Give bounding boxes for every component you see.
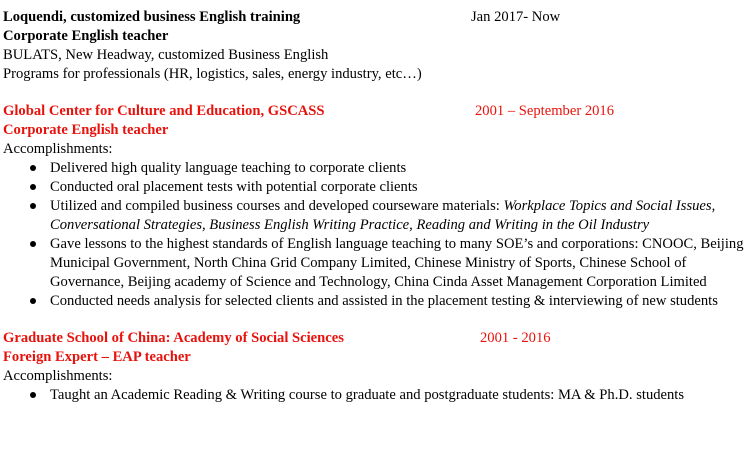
list-item: Conducted oral placement tests with potential corporate clients <box>3 178 750 197</box>
job-section-graduate-school <box>3 329 748 405</box>
job-section-gscass <box>3 102 748 311</box>
list-item: Utilized and compiled business courses and developed courseware materials: Workplace Topics and Social Issues, Conversational Strategies, Business English Writing Practice, Reading and Writing in the Oil Industry <box>3 197 750 235</box>
job-detail-line: Programs for professionals (HR, logistics, sales, energy industry, etc…) <box>3 66 422 82</box>
job-date: Jan 2017- Now <box>471 9 561 25</box>
job-header <box>3 8 748 27</box>
job-section-loquendi <box>3 8 748 84</box>
job-role: Corporate English teacher <box>3 122 169 138</box>
bullet-icon <box>30 165 36 171</box>
job-header <box>3 329 748 348</box>
course-titles: Workplace Topics and Social Issues, Conversational Strategies, Business English Writing Practice, Reading and Writing in the Oil Industry <box>50 198 716 233</box>
organization-name: Loquendi, customized business English training <box>3 9 301 25</box>
bullet-icon <box>30 298 36 304</box>
accomplishments-list <box>3 386 748 405</box>
bullet-icon <box>30 392 36 398</box>
resume-page <box>3 8 748 405</box>
accomplishments-label: Accomplishments: <box>3 368 113 384</box>
bullet-icon <box>30 184 36 190</box>
organization-name: Graduate School of China: Academy of Social Sciences <box>3 330 344 346</box>
bullet-icon <box>30 203 36 209</box>
accomplishments-label: Accomplishments: <box>3 141 113 157</box>
job-date: 2001 – September 2016 <box>475 103 615 119</box>
job-header <box>3 102 748 121</box>
bullet-icon <box>30 241 36 247</box>
list-item: Gave lessons to the highest standards of English language teaching to many SOE’s and corporations: CNOOC, Beijing Municipal Government, North China Grid Company Limited, Chinese Ministry of Sports, Chinese School of Governance, Beijing academy of Science and Technology, China Cinda Asset Management Corporation Limited <box>3 235 750 292</box>
list-item: Conducted needs analysis for selected clients and assisted in the placement testing & interviewing of new students <box>3 292 750 311</box>
job-role: Foreign Expert – EAP teacher <box>3 349 191 365</box>
list-item: Delivered high quality language teaching to corporate clients <box>3 159 750 178</box>
organization-name: Global Center for Culture and Education, GSCASS <box>3 103 325 119</box>
job-detail-line: BULATS, New Headway, customized Business English <box>3 47 329 63</box>
accomplishments-list <box>3 159 748 311</box>
job-date: 2001 - 2016 <box>480 330 551 346</box>
list-item: Taught an Academic Reading & Writing course to graduate and postgraduate students: MA & Ph.D. students <box>3 386 750 405</box>
job-role: Corporate English teacher <box>3 28 169 44</box>
